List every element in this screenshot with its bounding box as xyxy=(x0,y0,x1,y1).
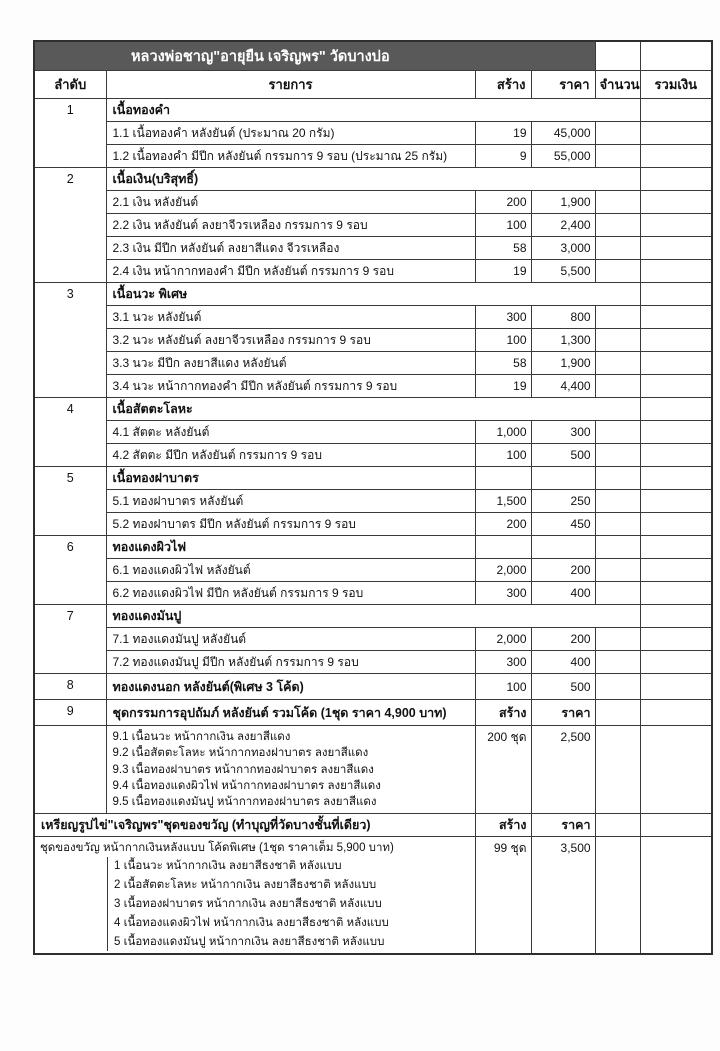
made-cell: 100 xyxy=(475,444,531,467)
table-row xyxy=(34,444,712,467)
price-cell: 400 xyxy=(531,651,595,674)
price-cell: 3,000 xyxy=(531,237,595,260)
made-label-cell: สร้าง xyxy=(475,814,531,837)
qty-cell xyxy=(595,559,640,582)
made-cell: 19 xyxy=(475,375,531,398)
price-cell: 55,000 xyxy=(531,145,595,168)
total-cell xyxy=(640,99,712,122)
price-cell: 2,400 xyxy=(531,214,595,237)
qty-cell xyxy=(595,490,640,513)
total-cell xyxy=(640,651,712,674)
total-cell xyxy=(640,536,712,559)
table-row xyxy=(34,559,712,582)
row-number-cell: 6 xyxy=(34,536,106,605)
row-number-cell: 3 xyxy=(34,283,106,398)
section-name-cell: เนื้อทองฝาบาตร xyxy=(106,467,475,490)
qty-cell xyxy=(595,122,640,145)
qty-cell xyxy=(595,536,640,559)
table-row xyxy=(34,306,712,329)
made-cell: 200 ชุด xyxy=(475,726,531,814)
column-header-qty: จำนวน xyxy=(595,71,640,99)
section-name-cell: ทองแดงมันปู xyxy=(106,605,640,628)
qty-cell xyxy=(595,145,640,168)
qty-cell xyxy=(595,628,640,651)
column-header-row xyxy=(34,71,712,99)
column-header-item: รายการ xyxy=(106,71,475,99)
table-row xyxy=(34,674,712,700)
table-row xyxy=(34,375,712,398)
item-line: 9.3 เนื้อทองฝาบาตร หน้ากากทองฝาบาตร ลงยาสีแดง xyxy=(112,763,374,776)
total-cell xyxy=(640,283,712,306)
total-cell xyxy=(640,122,712,145)
price-table xyxy=(33,40,713,955)
total-cell xyxy=(640,513,712,536)
made-label-cell: สร้าง xyxy=(475,700,531,726)
item-cell: 1.2 เนื้อทองคำ มีปีก หลังยันต์ กรรมการ 9 รอบ (ประมาณ 25 กรัม) xyxy=(106,145,475,168)
title-row xyxy=(34,41,712,71)
document-title: หลวงพ่อชาญ"อายุยืน เจริญพร" วัดบางบ่อ xyxy=(34,41,595,71)
price-cell: 4,400 xyxy=(531,375,595,398)
column-header-price: ราคา xyxy=(531,71,595,99)
qty-cell xyxy=(595,444,640,467)
total-cell xyxy=(640,467,712,490)
total-cell xyxy=(640,168,712,191)
price-cell: 200 xyxy=(531,559,595,582)
gift-sub-lines xyxy=(107,857,475,951)
table-body xyxy=(34,99,712,955)
total-cell xyxy=(640,444,712,467)
table-row xyxy=(34,628,712,651)
total-cell xyxy=(640,814,712,837)
section-name-cell: ทองแดงผิวไฟ xyxy=(106,536,475,559)
total-cell xyxy=(640,145,712,168)
item-cell: 5.1 ทองฝาบาตร หลังยันต์ xyxy=(106,490,475,513)
table-row xyxy=(34,283,712,306)
made-cell: 300 xyxy=(475,582,531,605)
total-cell xyxy=(640,421,712,444)
made-cell: 100 xyxy=(475,674,531,700)
item-lines-cell xyxy=(106,726,475,814)
total-cell xyxy=(640,260,712,283)
row-number-cell: 1 xyxy=(34,99,106,168)
row-number-cell: 5 xyxy=(34,467,106,536)
qty-cell xyxy=(595,237,640,260)
made-cell: 200 xyxy=(475,191,531,214)
total-cell xyxy=(640,582,712,605)
table-row xyxy=(34,814,712,837)
table-row xyxy=(34,260,712,283)
table-row xyxy=(34,398,712,421)
made-cell: 58 xyxy=(475,237,531,260)
made-cell: 1,500 xyxy=(475,490,531,513)
gift-set-title-cell: เหรียญรูปไข่"เจริญพร"ชุดของขวัญ (ทำบุญที่วัดบางชั้นที่เดียว) xyxy=(34,814,475,837)
total-cell xyxy=(640,352,712,375)
section-name-cell: เนื้อทองคำ xyxy=(106,99,640,122)
table-row xyxy=(34,145,712,168)
price-cell: 400 xyxy=(531,582,595,605)
table-row xyxy=(34,837,712,954)
table-row xyxy=(34,582,712,605)
qty-cell xyxy=(595,814,640,837)
qty-cell xyxy=(595,191,640,214)
item-cell: 1.1 เนื้อทองคำ หลังยันต์ (ประมาณ 20 กรัม) xyxy=(106,122,475,145)
row-number-cell: 7 xyxy=(34,605,106,674)
qty-cell xyxy=(595,329,640,352)
price-cell: 250 xyxy=(531,490,595,513)
column-header-total: รวมเงิน xyxy=(640,71,712,99)
qty-cell xyxy=(595,260,640,283)
total-cell xyxy=(640,329,712,352)
made-cell xyxy=(475,536,531,559)
price-cell: 200 xyxy=(531,628,595,651)
table-row xyxy=(34,467,712,490)
table-row xyxy=(34,214,712,237)
made-cell: 19 xyxy=(475,122,531,145)
qty-cell xyxy=(595,726,640,814)
item-cell: 7.2 ทองแดงมันปู มีปีก หลังยันต์ กรรมการ 9 รอบ xyxy=(106,651,475,674)
item-cell: 4.2 สัตตะ มีปีก หลังยันต์ กรรมการ 9 รอบ xyxy=(106,444,475,467)
item-cell: 6.2 ทองแดงผิวไฟ มีปีก หลังยันต์ กรรมการ 9 รอบ xyxy=(106,582,475,605)
qty-cell xyxy=(595,352,640,375)
made-cell: 58 xyxy=(475,352,531,375)
qty-cell xyxy=(595,700,640,726)
item-line: 2 เนื้อสัตตะโลหะ หน้ากากเงิน ลงยาสีธงชาติ หลังแบบ xyxy=(114,879,377,892)
column-header-made: สร้าง xyxy=(475,71,531,99)
item-cell: 6.1 ทองแดงผิวไฟ หลังยันต์ xyxy=(106,559,475,582)
price-cell: 500 xyxy=(531,674,595,700)
total-cell xyxy=(640,700,712,726)
table-row xyxy=(34,99,712,122)
item-cell: 5.2 ทองฝาบาตร มีปีก หลังยันต์ กรรมการ 9 รอบ xyxy=(106,513,475,536)
qty-cell xyxy=(595,674,640,700)
made-cell: 99 ชุด xyxy=(475,837,531,954)
table-row xyxy=(34,329,712,352)
price-cell: 2,500 xyxy=(531,726,595,814)
total-cell xyxy=(640,490,712,513)
row-number-cell xyxy=(34,726,106,814)
item-line: 5 เนื้อทองแดงมันปู หน้ากากเงิน ลงยาสีธงชาติ หลังแบบ xyxy=(114,935,385,948)
item-line: 4 เนื้อทองแดงผิวไฟ หน้ากากเงิน ลงยาสีธงชาติ หลังแบบ xyxy=(114,916,389,929)
section-name-cell: ชุดกรรมการอุปถัมภ์ หลังยันต์ รวมโค้ด (1ชุด ราคา 4,900 บาท) xyxy=(106,700,475,726)
made-cell: 1,000 xyxy=(475,421,531,444)
row-number-cell: 8 xyxy=(34,674,106,700)
item-cell: 3.3 นวะ มีปีก ลงยาสีแดง หลังยันต์ xyxy=(106,352,475,375)
item-line: 9.2 เนื้อสัตตะโลหะ หน้ากากทองฝาบาตร ลงยาสีแดง xyxy=(112,747,369,760)
section-name-cell: เนื้อเงิน(บริสุทธิ์) xyxy=(106,168,640,191)
qty-cell xyxy=(595,375,640,398)
made-cell: 200 xyxy=(475,513,531,536)
qty-cell xyxy=(595,306,640,329)
table-row xyxy=(34,168,712,191)
table-row xyxy=(34,700,712,726)
made-cell: 100 xyxy=(475,214,531,237)
section-name-cell: เนื้อนวะ พิเศษ xyxy=(106,283,640,306)
table-row xyxy=(34,513,712,536)
item-line: 9.4 เนื้อทองแดงผิวไฟ หน้ากากทองฝาบาตร ลงยาสีแดง xyxy=(112,779,381,792)
table-row xyxy=(34,536,712,559)
item-cell: 2.2 เงิน หลังยันต์ ลงยาจีวรเหลือง กรรมการ 9 รอบ xyxy=(106,214,475,237)
made-cell: 9 xyxy=(475,145,531,168)
price-label-cell: ราคา xyxy=(531,700,595,726)
title-empty-total-cell xyxy=(640,41,712,71)
total-cell xyxy=(640,605,712,628)
row-number-cell: 4 xyxy=(34,398,106,467)
table-row xyxy=(34,421,712,444)
made-cell: 300 xyxy=(475,651,531,674)
item-line: 9.1 เนื้อนวะ หน้ากากเงิน ลงยาสีแดง xyxy=(112,731,291,743)
table-row xyxy=(34,352,712,375)
made-cell: 100 xyxy=(475,329,531,352)
price-cell: 5,500 xyxy=(531,260,595,283)
item-cell: 4.1 สัตตะ หลังยันต์ xyxy=(106,421,475,444)
table-row xyxy=(34,191,712,214)
price-cell: 45,000 xyxy=(531,122,595,145)
total-cell xyxy=(640,674,712,700)
item-line: 1 เนื้อนวะ หน้ากากเงิน ลงยาสีธงชาติ หลังแบบ xyxy=(114,860,342,873)
made-cell xyxy=(475,467,531,490)
made-cell: 19 xyxy=(475,260,531,283)
total-cell xyxy=(640,214,712,237)
item-cell: 2.4 เงิน หน้ากากทองคำ มีปีก หลังยันต์ กรรมการ 9 รอบ xyxy=(106,260,475,283)
qty-cell xyxy=(595,421,640,444)
price-cell: 500 xyxy=(531,444,595,467)
price-cell: 3,500 xyxy=(531,837,595,954)
row-number-cell: 2 xyxy=(34,168,106,283)
qty-cell xyxy=(595,582,640,605)
table-row xyxy=(34,122,712,145)
total-cell xyxy=(640,191,712,214)
price-cell xyxy=(531,467,595,490)
qty-cell xyxy=(595,651,640,674)
price-cell: 450 xyxy=(531,513,595,536)
column-header-no: ลำดับ xyxy=(34,71,106,99)
made-cell: 2,000 xyxy=(475,559,531,582)
item-line: 3 เนื้อทองฝาบาตร หน้ากากเงิน ลงยาสีธงชาติ หลังแบบ xyxy=(114,898,382,911)
total-cell xyxy=(640,306,712,329)
price-cell xyxy=(531,536,595,559)
qty-cell xyxy=(595,837,640,954)
qty-cell xyxy=(595,467,640,490)
price-cell: 1,900 xyxy=(531,352,595,375)
item-cell: 3.1 นวะ หลังยันต์ xyxy=(106,306,475,329)
section-name-cell: เนื้อสัตตะโลหะ xyxy=(106,398,640,421)
item-cell: 2.1 เงิน หลังยันต์ xyxy=(106,191,475,214)
total-cell xyxy=(640,837,712,954)
item-cell: 2.3 เงิน มีปีก หลังยันต์ ลงยาสีแดง จีวรเหลือง xyxy=(106,237,475,260)
title-empty-qty-cell xyxy=(595,41,640,71)
made-cell: 2,000 xyxy=(475,628,531,651)
price-label-cell: ราคา xyxy=(531,814,595,837)
price-cell: 1,900 xyxy=(531,191,595,214)
made-cell: 300 xyxy=(475,306,531,329)
total-cell xyxy=(640,237,712,260)
qty-cell xyxy=(595,513,640,536)
price-cell: 1,300 xyxy=(531,329,595,352)
table-row xyxy=(34,651,712,674)
table-row xyxy=(34,726,712,814)
gift-lines-cell xyxy=(34,837,475,954)
item-line: 9.5 เนื้อทองแดงมันปู หน้ากากทองฝาบาตร ลงยาสีแดง xyxy=(112,796,377,809)
table-row xyxy=(34,605,712,628)
section-name-cell: ทองแดงนอก หลังยันต์(พิเศษ 3 โค้ด) xyxy=(106,674,475,700)
total-cell xyxy=(640,375,712,398)
total-cell xyxy=(640,628,712,651)
row-number-cell: 9 xyxy=(34,700,106,726)
total-cell xyxy=(640,559,712,582)
price-cell: 300 xyxy=(531,421,595,444)
table-row xyxy=(34,490,712,513)
item-cell: 3.4 นวะ หน้ากากทองคำ มีปีก หลังยันต์ กรรมการ 9 รอบ xyxy=(106,375,475,398)
item-cell: 7.1 ทองแดงมันปู หลังยันต์ xyxy=(106,628,475,651)
gift-first-line: ชุดของขวัญ หน้ากากเงินหลังแบบ โค้ดพิเศษ (1ชุด ราคาเต็ม 5,900 บาท) xyxy=(40,842,394,855)
table-row xyxy=(34,237,712,260)
price-cell: 800 xyxy=(531,306,595,329)
total-cell xyxy=(640,726,712,814)
item-cell: 3.2 นวะ หลังยันต์ ลงยาจีวรเหลือง กรรมการ 9 รอบ xyxy=(106,329,475,352)
total-cell xyxy=(640,398,712,421)
qty-cell xyxy=(595,214,640,237)
